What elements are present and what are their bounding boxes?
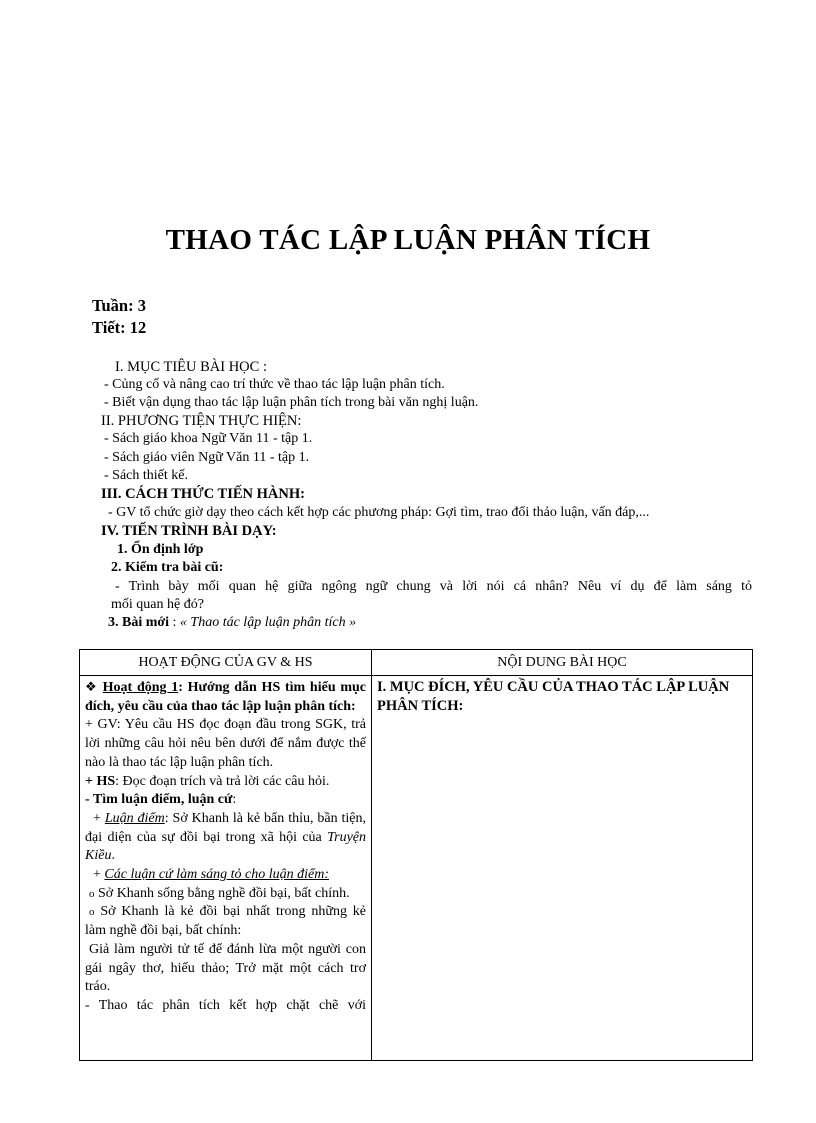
content-heading: I. MỤC ĐÍCH, YÊU CẦU CỦA THAO TÁC LẬP LUẬN PHÂN TÍCH: [377, 679, 730, 714]
circle-bullet-icon: o [89, 906, 95, 919]
find-thesis-colon: : [232, 792, 237, 808]
table-header-row [80, 650, 753, 676]
review-question-cont: mối quan hệ đó? [111, 597, 204, 612]
section-1-heading: I. MỤC TIÊU BÀI HỌC : [115, 359, 267, 375]
thesis-book: Truyện Kiều [85, 829, 366, 864]
new-lesson-label: 3. Bài mới [108, 615, 170, 630]
section-4-step-1: 1. Ổn định lớp [117, 542, 204, 557]
section-2-item: - Sách giáo khoa Ngữ Văn 11 - tập 1. [104, 431, 313, 446]
section-1-item: - Củng cố và nâng cao trí thức về thao tác lập luận phân tích. [104, 377, 445, 392]
section-2-heading: II. PHƯƠNG TIỆN THỰC HIỆN: [101, 413, 302, 429]
lesson-number-label: Tiết: 12 [92, 318, 147, 337]
section-4-step-3 [108, 614, 356, 632]
find-thesis-label: - Tìm luận điểm, luận cứ [85, 792, 233, 808]
circle-bullet-icon: o [89, 887, 95, 900]
new-lesson-title: « Thao tác lập luận phân tích » [179, 615, 357, 630]
section-4-step-2: 2. Kiểm tra bài cũ: [111, 560, 224, 575]
teacher-label: + GV [85, 717, 117, 733]
section-4-heading: IV. TIẾN TRÌNH BÀI DẠY: [101, 523, 277, 539]
thesis-plus: + [93, 810, 105, 826]
arguments-label: Các luận cứ làm sáng tỏ cho luận điểm: [104, 867, 330, 883]
diamond-bullet-icon: ❖ [85, 679, 98, 694]
section-1-item: - Biết vận dụng thao tác lập luận phân tích trong bài văn nghị luận. [104, 395, 479, 410]
header-activities: HOẠT ĐỘNG CỦA GV & HS [80, 650, 372, 676]
content-cell [372, 676, 753, 1061]
review-question: - Trình bày mối quan hệ giữa ngông ngữ chung và lời nói cá nhân? Nêu ví dụ để làm sáng tỏ [115, 579, 752, 594]
student-label: + HS [85, 773, 116, 789]
arguments-plus: + [93, 867, 105, 883]
page-title: THAO TÁC LẬP LUẬN PHÂN TÍCH [165, 224, 651, 256]
activity-1-text: : Hướng dẫn HS tìm hiểu mục đích, yêu cầu của thao tác lập luận phân tích: [85, 680, 367, 714]
new-lesson-sep: : [169, 615, 180, 630]
week-label: Tuần: 3 [92, 296, 146, 315]
section-2-item: - Sách giáo viên Ngữ Văn 11 - tập 1. [104, 450, 310, 465]
section-3-heading: III. CÁCH THỨC TIẾN HÀNH: [101, 486, 305, 502]
lesson-table [79, 649, 753, 1061]
table-row [80, 676, 753, 1061]
section-2-item: - Sách thiết kế. [104, 468, 188, 483]
thesis-end: . [111, 848, 115, 864]
thesis-text: : Sở Khanh là kẻ bẩn thỉu, bần tiện, đại diện của sự đồi bại trong xã hội của [85, 810, 367, 845]
argument-1: Sở Khanh sống bằng nghề đồi bại, bất chính. [94, 885, 350, 901]
student-text: : Đọc đoạn trích và trả lời các câu hỏi. [115, 773, 330, 789]
argument-2: Sở Khanh là kẻ đồi bại nhất trong những kẻ làm nghề đồi bại, bất chính: [85, 904, 366, 939]
analysis-note: - Thao tác phân tích kết hợp chặt chẽ với [85, 997, 366, 1013]
section-3-item: - GV tổ chức giờ dạy theo cách kết hợp các phương pháp: Gợi tìm, trao đổi thảo luận, vấn đáp,... [108, 505, 650, 520]
argument-3: Giả làm người tử tế để đánh lừa một người con gái ngây thơ, hiếu thảo; Trở mặt một cách trơ tráo. [85, 941, 366, 995]
activity-1-label: Hoạt động 1 [102, 680, 179, 695]
header-content: NỘI DUNG BÀI HỌC [372, 650, 753, 676]
teacher-text: : Yêu cầu HS đọc đoạn đầu trong SGK, trả lời những câu hỏi nêu bên dưới để nắm được thế nào là thao tác lập luận phân tích. [85, 717, 367, 770]
thesis-label: Luận điểm [104, 810, 165, 826]
activities-cell [80, 676, 372, 1061]
